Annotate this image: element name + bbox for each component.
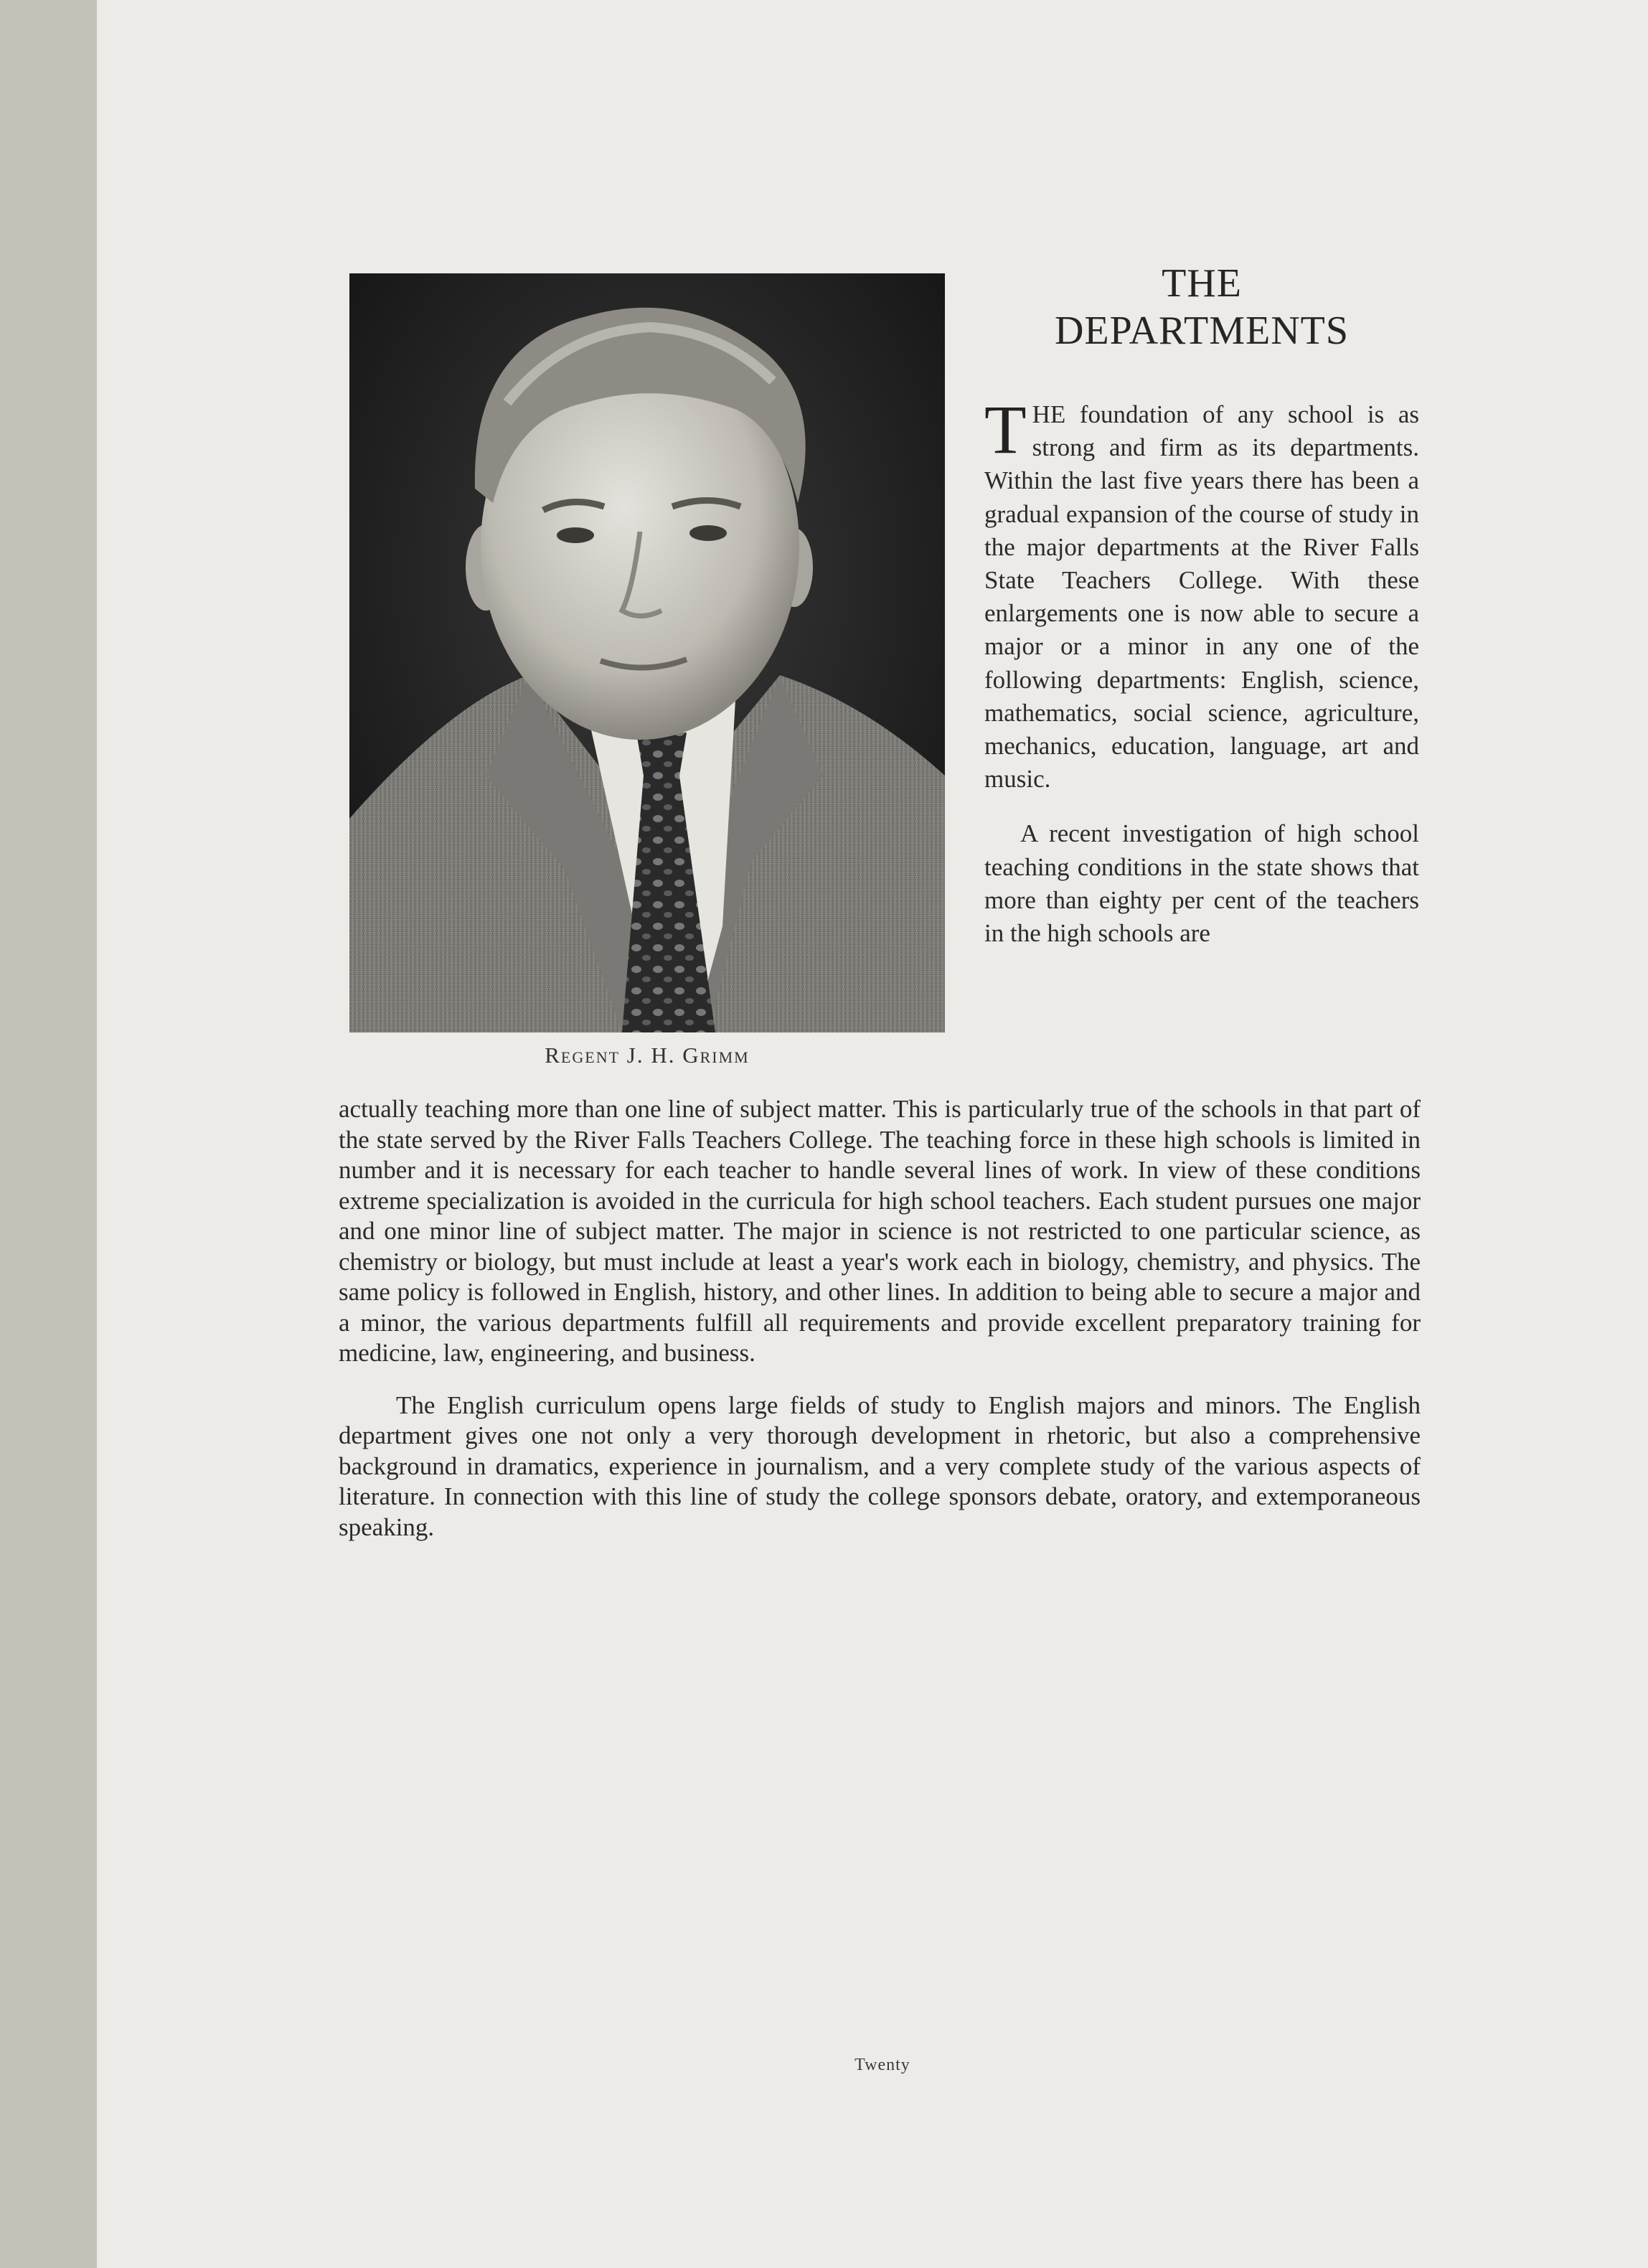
page-heading <box>997 260 1406 354</box>
paragraph-2-continued: actually teaching more than one line of subject matter. This is particularly true of the schools in that part of the state served by the River Falls Teachers College. The teaching force in these high schools is limited in number and it is necessary for each teacher to handle several lines of work. In view of these conditions extreme specialization is avoided in the curricula for high school teachers. Each student pursues one major and one minor line of subject matter. The major in science is not restricted to one particular science, as chemistry or biology, but must include at least a year's work each in biology, chemistry, and physics. The same policy is followed in English, history, and other lines. In addition to being able to secure a major and a minor, the various departments fulfill all requirements and provide excellent preparatory training for medicine, law, engineering, and business. <box>339 1095 1421 1367</box>
photo-caption: Regent J. H. Grimm <box>545 1043 750 1068</box>
paragraph-2-start: A recent investigation of high school teaching conditions in the state shows that more than eighty per cent of the teachers in the high schools are <box>984 819 1419 948</box>
heading-line-2: DEPARTMENTS <box>1054 309 1350 353</box>
paragraph-3: The English curriculum opens large fields of study to English majors and minors. The English department gives one not only a very thorough development in rhetoric, but also a comprehensive background in dramatics, experience in journalism, and a very complete study of the various aspects of literature. In connection with this line of study the college sponsors debate, oratory, and extemporaneous speaking. <box>339 1391 1421 1541</box>
portrait-illustration <box>349 273 945 1032</box>
page-number: Twenty <box>854 2056 910 2074</box>
side-column-text <box>984 391 1419 950</box>
heading-line-1: THE <box>1162 261 1242 306</box>
full-width-text <box>339 1094 1421 1543</box>
regent-portrait-photo <box>349 273 945 1032</box>
page-binding-edge <box>0 0 97 2268</box>
drop-cap: T <box>984 391 1027 468</box>
paragraph-1-text: HE foundation of any school is as strong and firm as its departments. Within the last five years there has been a gradual expansion of the course of study in the major departments at the River Falls State Teachers College. With these enlargements one is now able to secure a major or a minor in any one of the following departments: English, science, mathematics, social science, agriculture, mechanics, education, language, art and music. <box>984 400 1419 794</box>
paragraph-1 <box>984 391 1419 796</box>
